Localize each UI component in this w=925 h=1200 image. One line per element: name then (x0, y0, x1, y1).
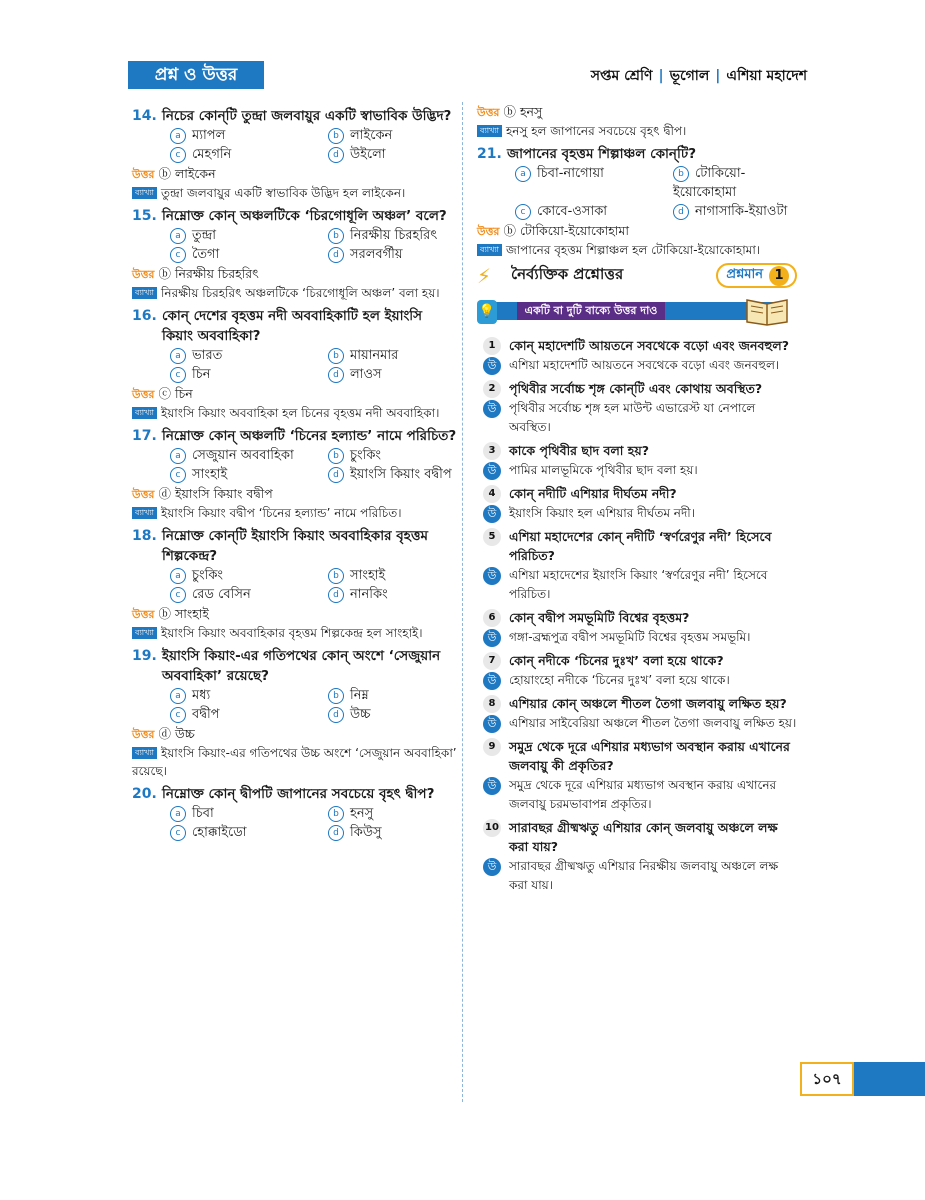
explanation-text: ইয়াংসি কিয়াং বদ্বীপ ‘চিনের হল্যান্ড’ নামে পরিচিত। (161, 506, 402, 520)
question-text: সমুদ্র থেকে দূরে এশিয়ার মধ্যভাগ অবস্থান করায় এখানের জলবায়ু কী প্রকৃতির? (509, 739, 790, 773)
option-letter-icon: b (673, 166, 689, 182)
answer-line (477, 103, 797, 122)
question-number: 14. (132, 108, 157, 124)
option-letter-icon: d (328, 825, 344, 841)
short-question (477, 608, 797, 647)
answer-text: পামির মালভূমিকে পৃথিবীর ছাদ বলা হয়। (509, 463, 698, 477)
explanation-label: ব্যাখ্যা (477, 125, 502, 137)
answer-icon: উ (483, 672, 501, 690)
explanation-text: জাপানের বৃহত্তম শিল্পাঞ্চল হল টোকিয়ো-ইয়োকোহামা। (506, 243, 761, 257)
answer-text: ইয়াংসি কিয়াং হল এশিয়ার দীর্ঘতম নদী। (509, 506, 695, 520)
option-text: কিউসু (350, 825, 382, 840)
option-text: লাইকেন (350, 128, 393, 143)
answer-text: ⓒ চিন (158, 386, 193, 401)
option-a (170, 686, 328, 705)
option-text: সরলবর্গীয় (350, 247, 403, 262)
option-text: মেহগনি (192, 147, 232, 162)
option-d (328, 365, 457, 384)
short-question (477, 818, 797, 895)
option-b (673, 164, 797, 202)
question-row (132, 526, 457, 566)
short-question-row (477, 608, 797, 627)
option-a (170, 226, 328, 245)
book-icon (745, 294, 789, 326)
short-question-row (477, 527, 797, 565)
short-question (477, 336, 797, 375)
option-text: টোকিয়ো-ইয়োকোহামা (673, 166, 746, 200)
option-text: তুন্দ্রা (192, 228, 217, 243)
option-text: ইয়াংসি কিয়াং বদ্বীপ (350, 467, 452, 482)
breadcrumb-chapter: এশিয়া মহাদেশ (726, 68, 807, 84)
answer-icon: উ (483, 567, 501, 585)
mcq-question (477, 144, 797, 259)
answer-text: এশিয়া মহাদেশের ইয়াংসি কিয়াং ‘স্বর্ণরেণুর নদী’ হিসেবে পরিচিত। (509, 568, 768, 601)
short-question (477, 694, 797, 733)
option-c (170, 245, 328, 264)
option-letter-icon: b (328, 448, 344, 464)
option-text: চিবা (192, 806, 214, 821)
option-a (170, 566, 328, 585)
answer-icon: উ (483, 777, 501, 795)
option-letter-icon: c (170, 825, 186, 841)
mcq-question (132, 106, 457, 202)
question-row (132, 784, 457, 804)
question-text: কাকে পৃথিবীর ছাদ বলা হয়? (509, 443, 649, 458)
option-letter-icon: b (328, 128, 344, 144)
lightning-icon: ⚡ (477, 263, 492, 288)
option-text: ম্যাপল (192, 128, 226, 143)
mcq-question (132, 784, 457, 842)
question-number: 21. (477, 146, 502, 162)
question-number: 19. (132, 648, 157, 664)
option-b (328, 804, 457, 823)
option-letter-icon: d (328, 587, 344, 603)
option-d (328, 823, 457, 842)
answer-line (477, 222, 797, 241)
marks-number: 1 (769, 266, 789, 286)
option-letter-icon: a (170, 128, 186, 144)
explanation-line (132, 624, 457, 642)
question-number-badge: 5 (483, 528, 501, 546)
instruction-banner (477, 294, 797, 330)
short-answer-row (477, 776, 797, 814)
question-number: 18. (132, 528, 157, 544)
explanation-text: হনসু হল জাপানের সবচেয়ে বৃহৎ দ্বীপ। (506, 124, 687, 138)
options-grid (132, 566, 457, 604)
option-text: কোবে-ওসাকা (537, 204, 608, 219)
options-grid (477, 164, 797, 221)
breadcrumb: সপ্তম শ্রেণি | ভূগোল | এশিয়া মহাদেশ (590, 68, 807, 84)
question-row (477, 144, 797, 164)
option-c (170, 823, 328, 842)
section-tag: প্রশ্ন ও উত্তর (128, 61, 264, 89)
option-letter-icon: c (170, 247, 186, 263)
question-row (132, 646, 457, 686)
option-letter-icon: a (170, 688, 186, 704)
answer-label: উত্তর (132, 488, 155, 501)
answer-text: এশিয়া মহাদেশটি আয়তনে সবথেকে বড়ো এবং জনবহুল। (509, 358, 780, 372)
short-question (477, 379, 797, 437)
question-text: কোন্‌ নদীটি এশিয়ার দীর্ঘতম নদী? (509, 486, 677, 501)
question-text: এশিয়ার কোন্‌ অঞ্চলে শীতল তৈগা জলবায়ু লক্ষিত হয়? (509, 696, 787, 711)
short-question (477, 651, 797, 690)
option-text: হোক্কাইডো (192, 825, 247, 840)
question-text: নিম্নোক্ত কোন্‌ দ্বীপটি জাপানের সবচেয়ে বৃহৎ দ্বীপ? (162, 786, 435, 802)
option-a (170, 804, 328, 823)
question-text: কোন্‌ দেশের বৃহত্তম নদী অববাহিকাটি হল ইয়াংসি কিয়াং অববাহিকা? (162, 308, 423, 344)
answer-text: ⓑ টোকিয়ো-ইয়োকোহামা (503, 223, 629, 238)
option-b (328, 446, 457, 465)
option-text: সাংহাই (192, 467, 228, 482)
explanation-text: তুন্দ্রা জলবায়ুর একটি স্বাভাবিক উদ্ভিদ হল লাইকেন। (161, 186, 406, 200)
mcq-question (132, 206, 457, 302)
option-c (170, 465, 328, 484)
question-text: নিচের কোন্‌টি তুন্দ্রা জলবায়ুর একটি স্বাভাবিক উদ্ভিদ? (162, 108, 452, 124)
question-number-badge: 7 (483, 652, 501, 670)
marks-label: প্রশ্নমান (726, 267, 763, 282)
option-d (328, 705, 457, 724)
question-number-badge: 9 (483, 738, 501, 756)
short-answer-row (477, 714, 797, 733)
option-b (328, 566, 457, 585)
question-number-badge: 3 (483, 442, 501, 460)
option-a (170, 446, 328, 465)
option-letter-icon: d (328, 707, 344, 723)
question-text: নিম্নোক্ত কোন্‌ অঞ্চলটিকে ‘চিরগোধূলি অঞ্চল’ বলে? (162, 208, 447, 224)
mcq-question (132, 646, 457, 780)
answer-text: ⓑ হনসু (503, 104, 543, 119)
question-number: 20. (132, 786, 157, 802)
answer-text: ⓓ ইয়াংসি কিয়াং বদ্বীপ (158, 486, 273, 501)
option-text: নিম্ন (350, 688, 369, 703)
question-number: 17. (132, 428, 157, 444)
answer-label: উত্তর (132, 168, 155, 181)
answer-text: ⓑ সাংহাই (158, 606, 209, 621)
option-text: তৈগা (192, 247, 220, 262)
answer-line (132, 605, 457, 624)
answer-icon: উ (483, 462, 501, 480)
question-text: নিম্নোক্ত কোন্‌টি ইয়াংসি কিয়াং অববাহিকার বৃহত্তম শিল্পকেন্দ্র? (162, 528, 429, 564)
answer-label: উত্তর (132, 388, 155, 401)
breadcrumb-class: সপ্তম শ্রেণি (590, 68, 653, 84)
explanation-label: ব্যাখ্যা (132, 627, 157, 639)
short-answer-row (477, 628, 797, 647)
breadcrumb-subject: ভূগোল (669, 68, 710, 84)
answer-text: এশিয়ার সাইবেরিয়া অঞ্চলে শীতল তৈগা জলবায়ু লক্ষিত হয়। (509, 716, 797, 730)
option-text: বদ্বীপ (192, 707, 220, 722)
mcq-question (132, 526, 457, 642)
option-letter-icon: d (673, 204, 689, 220)
explanation-text: ইয়াংসি কিয়াং অববাহিকা হল চিনের বৃহত্তম নদী অববাহিকা। (161, 406, 440, 420)
short-question (477, 441, 797, 480)
page-number-bar (846, 1062, 925, 1096)
option-text: নানকিং (350, 587, 388, 602)
marks-pill (716, 263, 797, 288)
option-text: চুংকিং (192, 568, 224, 583)
question-row (132, 426, 457, 446)
question-text: ইয়াংসি কিয়াং-এর গতিপথের কোন্‌ অংশে ‘সেজুয়ান অববাহিকা’ রয়েছে? (162, 648, 441, 684)
objective-header (477, 263, 797, 288)
option-letter-icon: a (515, 166, 531, 182)
question-text: কোন্‌ নদীকে ‘চিনের দুঃখ’ বলা হয়ে থাকে? (509, 653, 724, 668)
short-answer-row (477, 566, 797, 604)
answer-icon: উ (483, 629, 501, 647)
question-text: কোন্‌ মহাদেশটি আয়তনে সবথেকে বড়ো এবং জনবহুল? (509, 338, 789, 353)
option-letter-icon: d (328, 147, 344, 163)
answer-icon: উ (483, 715, 501, 733)
explanation-line (132, 744, 457, 780)
option-letter-icon: c (170, 367, 186, 383)
answer-icon: উ (483, 858, 501, 876)
option-letter-icon: b (328, 688, 344, 704)
option-letter-icon: c (170, 467, 186, 483)
question-text: নিম্নোক্ত কোন্‌ অঞ্চলটি ‘চিনের হল্যান্ড’ নামে পরিচিত? (162, 428, 457, 444)
explanation-line (132, 284, 457, 302)
objective-list (477, 336, 797, 895)
explanation-label: ব্যাখ্যা (132, 407, 157, 419)
short-answer-row (477, 356, 797, 375)
explanation-label: ব্যাখ্যা (477, 244, 502, 256)
option-text: নিরক্ষীয় চিরহরিৎ (350, 228, 438, 243)
option-d (328, 465, 457, 484)
answer-text: ⓑ লাইকেন (158, 166, 216, 181)
question-text: এশিয়া মহাদেশের কোন্‌ নদীটি ‘স্বর্ণরেণুর নদী’ হিসেবে পরিচিত? (509, 529, 772, 563)
option-text: চিবা-নাগোয়া (537, 166, 604, 181)
option-letter-icon: b (328, 806, 344, 822)
option-c (170, 145, 328, 164)
question-number-badge: 6 (483, 609, 501, 627)
question-row (132, 306, 457, 346)
page-number: ১০৭ (800, 1062, 854, 1096)
option-text: রেড বেসিন (192, 587, 251, 602)
option-c (170, 705, 328, 724)
short-answer-row (477, 671, 797, 690)
answer-line (132, 725, 457, 744)
options-grid (132, 446, 457, 484)
option-text: সেজুয়ান অববাহিকা (192, 448, 294, 463)
option-a (170, 126, 328, 145)
short-question-row (477, 737, 797, 775)
short-question-row (477, 336, 797, 355)
option-text: মায়ানমার (350, 348, 399, 363)
option-b (328, 226, 457, 245)
short-question (477, 737, 797, 814)
option-letter-icon: b (328, 568, 344, 584)
short-question (477, 527, 797, 604)
short-question-row (477, 484, 797, 503)
explanation-line (477, 241, 797, 259)
answer-label: উত্তর (477, 225, 500, 238)
option-a (515, 164, 673, 202)
question-number-badge: 8 (483, 695, 501, 713)
option-letter-icon: d (328, 367, 344, 383)
options-grid (132, 346, 457, 384)
question-row (132, 106, 457, 126)
question-number: 16. (132, 308, 157, 324)
column-divider (462, 102, 463, 1102)
option-text: নাগাসাকি-ইয়াওটা (695, 204, 788, 219)
short-answer-row (477, 461, 797, 480)
bulb-icon: 💡 (477, 300, 497, 324)
option-letter-icon: a (170, 228, 186, 244)
answer-text: ⓓ উচ্চ (158, 726, 195, 741)
options-grid (132, 226, 457, 264)
answer-icon: উ (483, 505, 501, 523)
explanation-label: ব্যাখ্যা (132, 507, 157, 519)
option-letter-icon: c (170, 587, 186, 603)
answer-label: উত্তর (132, 608, 155, 621)
short-question-row (477, 818, 797, 856)
short-question-row (477, 379, 797, 398)
answer-text: পৃথিবীর সর্বোচ্চ শৃঙ্গ হল মাউন্ট এভারেস্ট যা নেপালে অবস্থিত। (509, 401, 756, 434)
option-text: মধ্য (192, 688, 211, 703)
answer-text: গঙ্গা-ব্রহ্মপুত্র বদ্বীপ সমভূমিটি বিশ্বের বৃহত্তম সমভূমি। (509, 630, 751, 644)
explanation-line (132, 504, 457, 522)
option-text: চুংকিং (350, 448, 382, 463)
option-d (328, 145, 457, 164)
short-answer-row (477, 399, 797, 437)
question-number-badge: 1 (483, 337, 501, 355)
question-number: 15. (132, 208, 157, 224)
option-letter-icon: c (515, 204, 531, 220)
question-number-badge: 4 (483, 485, 501, 503)
options-grid (132, 686, 457, 724)
mcq-question (132, 306, 457, 422)
option-letter-icon: b (328, 348, 344, 364)
option-b (328, 686, 457, 705)
answer-line (132, 385, 457, 404)
option-letter-icon: d (328, 467, 344, 483)
options-grid (132, 126, 457, 164)
right-column (477, 102, 797, 895)
short-question-row (477, 651, 797, 670)
question-number-badge: 10 (483, 819, 501, 837)
option-b (328, 346, 457, 365)
question-text: সারাবছর গ্রীষ্মঋতু এশিয়ার কোন্‌ জলবায়ু অঞ্চলে লক্ষ করা যায়? (509, 820, 778, 854)
answer-text: সমুদ্র থেকে দূরে এশিয়ার মধ্যভাগ অবস্থান করায় এখানের জলবায়ু চরমভাবাপন্ন প্রকৃতির। (509, 778, 777, 811)
explanation-line (132, 404, 457, 422)
objective-title: নৈর্ব্যক্তিক প্রশ্নোত্তর (511, 265, 624, 283)
question-number-badge: 2 (483, 380, 501, 398)
short-question-row (477, 694, 797, 713)
short-question-row (477, 441, 797, 460)
option-letter-icon: a (170, 348, 186, 364)
option-text: সাংহাই (350, 568, 386, 583)
answer-text: ⓑ নিরক্ষীয় চিরহরিৎ (158, 266, 259, 281)
left-column (132, 102, 457, 842)
explanation-label: ব্যাখ্যা (132, 187, 157, 199)
question-text: জাপানের বৃহত্তম শিল্পাঞ্চল কোন্‌টি? (507, 146, 697, 162)
option-text: লাওস (350, 367, 382, 382)
explanation-text: ইয়াংসি কিয়াং-এর গতিপথের উচ্চ অংশে ‘সেজুয়ান অববাহিকা’ রয়েছে। (132, 746, 457, 778)
answer-label: উত্তর (132, 268, 155, 281)
option-text: ভারত (192, 348, 223, 363)
answer-icon: উ (483, 357, 501, 375)
options-grid (132, 804, 457, 842)
answer-line (132, 485, 457, 504)
explanation-text: ইয়াংসি কিয়াং অববাহিকার বৃহত্তম শিল্পকেন্দ্র হল সাংহাই। (161, 626, 423, 640)
explanation-line (477, 122, 797, 140)
option-letter-icon: a (170, 448, 186, 464)
banner-text: একটি বা দুটি বাক্যে উত্তর দাও (517, 302, 665, 320)
option-text: উচ্চ (350, 707, 371, 722)
explanation-line (132, 184, 457, 202)
answer-text: হোয়াংহো নদীকে ‘চিনের দুঃখ’ বলা হয়ে থাকে। (509, 673, 730, 687)
option-c (170, 365, 328, 384)
answer-text: সারাবছর গ্রীষ্মঋতু এশিয়ার নিরক্ষীয় জলবায়ু অঞ্চলে লক্ষ করা যায়। (509, 859, 779, 892)
option-text: হনসু (350, 806, 374, 821)
short-question (477, 484, 797, 523)
option-letter-icon: a (170, 568, 186, 584)
option-text: চিন (192, 367, 211, 382)
option-letter-icon: c (170, 707, 186, 723)
answer-icon: উ (483, 400, 501, 418)
answer-line (132, 165, 457, 184)
option-b (328, 126, 457, 145)
answer-line (132, 265, 457, 284)
option-letter-icon: c (170, 147, 186, 163)
option-letter-icon: d (328, 247, 344, 263)
answer-label: উত্তর (477, 106, 500, 119)
explanation-label: ব্যাখ্যা (132, 287, 157, 299)
explanation-text: নিরক্ষীয় চিরহরিৎ অঞ্চলটিকে ‘চিরগোধূলি অঞ্চল’ বলা হয়। (161, 286, 440, 300)
option-c (170, 585, 328, 604)
question-text: পৃথিবীর সর্বোচ্চ শৃঙ্গ কোন্‌টি এবং কোথায় অবস্থিত? (509, 381, 763, 396)
option-d (673, 202, 797, 221)
option-a (170, 346, 328, 365)
answer-label: উত্তর (132, 728, 155, 741)
option-c (515, 202, 673, 221)
mcq-question (132, 426, 457, 522)
explanation-label: ব্যাখ্যা (132, 747, 157, 759)
short-answer-row (477, 504, 797, 523)
option-d (328, 585, 457, 604)
question-text: কোন্‌ বদ্বীপ সমভূমিটি বিশ্বের বৃহত্তম? (509, 610, 690, 625)
option-text: উইলো (350, 147, 386, 162)
option-d (328, 245, 457, 264)
short-answer-row (477, 857, 797, 895)
question-row (132, 206, 457, 226)
option-letter-icon: b (328, 228, 344, 244)
option-letter-icon: a (170, 806, 186, 822)
